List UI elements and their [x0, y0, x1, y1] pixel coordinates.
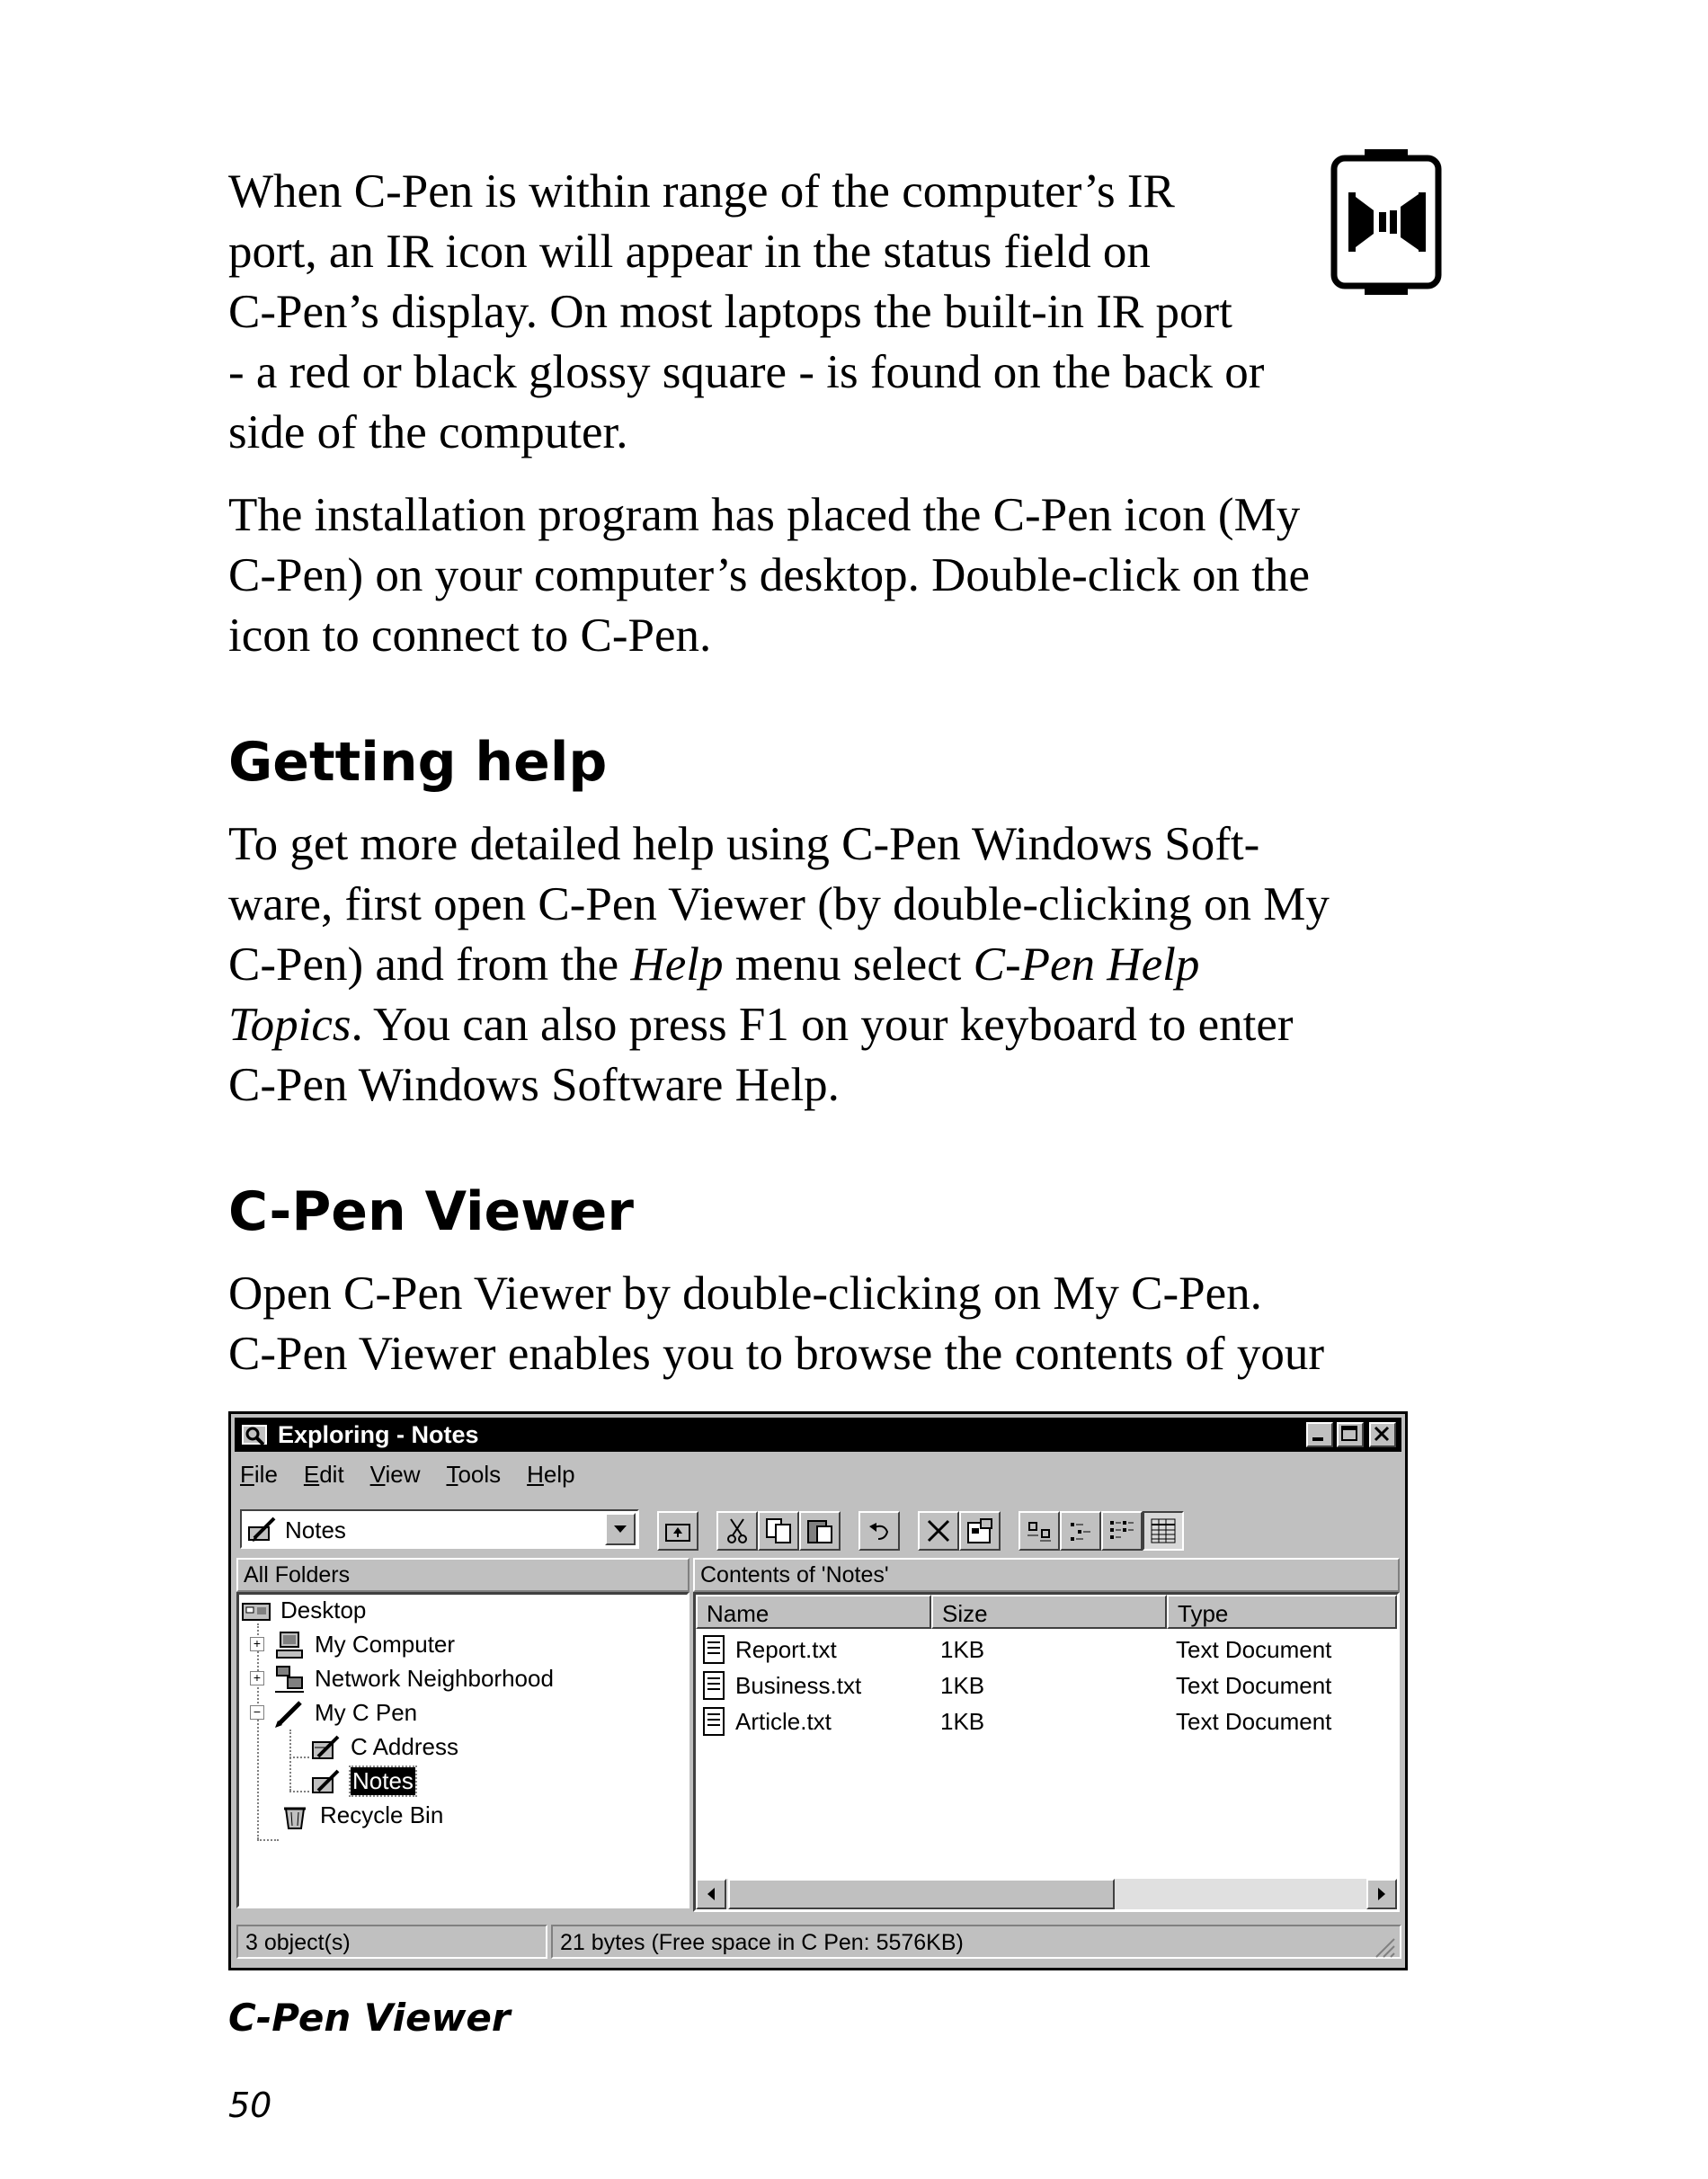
tree-connector: [289, 1730, 291, 1791]
text-line: To get more detailed help using C-Pen Windows Soft-: [228, 818, 1260, 870]
paste-icon: [805, 1516, 835, 1546]
text-line: icon to connect to C-Pen.: [228, 609, 712, 662]
file-list: [693, 1592, 1400, 1912]
folder-tree: [236, 1592, 689, 1908]
text-line: C-Pen) on your computer’s desktop. Double-click on the: [228, 549, 1311, 601]
file-name: Article.txt: [735, 1708, 832, 1735]
tree-label: C Address: [351, 1733, 458, 1760]
text-line: side of the computer.: [228, 406, 628, 458]
scroll-left-button[interactable]: [696, 1879, 726, 1909]
menu-label: elp: [543, 1461, 575, 1488]
menu-label: iew: [385, 1461, 421, 1488]
status-object-count: 3 object(s): [236, 1925, 547, 1959]
file-type: Text Document: [1176, 1672, 1332, 1699]
figure-caption: C-Pen Viewer: [228, 1996, 511, 2040]
menu-label: ools: [458, 1461, 502, 1488]
tree-label: Recycle Bin: [320, 1801, 444, 1828]
text-file-icon: [701, 1706, 726, 1737]
pen-icon: [273, 1699, 306, 1728]
up-folder-button[interactable]: [657, 1511, 698, 1551]
text-line: C-Pen’s display. On most laptops the built-in IR port: [228, 286, 1232, 338]
tree-label: Desktop: [280, 1596, 367, 1623]
collapse-minus-icon[interactable]: −: [250, 1705, 264, 1720]
status-free-space: 21 bytes (Free space in C Pen: 5576KB): [551, 1925, 1401, 1959]
delete-button[interactable]: [918, 1511, 959, 1551]
large-icons-icon: [1024, 1516, 1054, 1546]
network-icon: [273, 1665, 306, 1694]
tree-connector: [289, 1757, 309, 1758]
file-type: Text Document: [1176, 1708, 1332, 1735]
combo-dropdown-button[interactable]: [605, 1513, 636, 1545]
getting-help-paragraph: [228, 814, 1433, 1116]
text-line: When C-Pen is within range of the computer’s IR: [228, 165, 1175, 218]
menu-label: ile: [254, 1461, 278, 1488]
page-number: 50: [228, 2086, 272, 2125]
up-folder-icon: [663, 1516, 693, 1546]
column-header-size[interactable]: Size: [931, 1595, 1167, 1629]
text-line: [228, 935, 1433, 995]
minimize-icon: [1308, 1424, 1331, 1445]
explorer-window: [228, 1411, 1408, 1970]
column-header-name[interactable]: Name: [696, 1595, 931, 1629]
paste-button[interactable]: [799, 1511, 841, 1551]
tree-connector: [257, 1623, 259, 1839]
list-item[interactable]: [696, 1704, 1397, 1739]
window-title: Exploring - Notes: [278, 1421, 479, 1448]
arrow-right-icon: [1368, 1881, 1395, 1908]
menu-edit[interactable]: [304, 1461, 344, 1489]
text-file-icon: [701, 1670, 726, 1701]
small-icons-icon: [1065, 1516, 1096, 1546]
list-view-icon: [1107, 1516, 1137, 1546]
contents-header: Contents of 'Notes': [693, 1558, 1400, 1592]
address-combo[interactable]: [240, 1509, 639, 1549]
text-run: . You can also press F1 on your keyboard to enter: [351, 999, 1294, 1051]
chevron-down-icon: [607, 1515, 634, 1543]
undo-icon: [864, 1516, 894, 1546]
intro-paragraph: [228, 162, 1433, 463]
text-line: - a red or black glossy square - is found on the back or: [228, 346, 1265, 398]
file-size: 1KB: [940, 1708, 985, 1735]
menu-accelerator: T: [446, 1461, 458, 1488]
small-icons-button[interactable]: [1060, 1511, 1101, 1551]
file-size: 1KB: [940, 1636, 985, 1663]
menu-bar: [240, 1461, 595, 1493]
tree-label: My C Pen: [315, 1699, 418, 1726]
menu-accelerator: V: [369, 1461, 386, 1488]
file-size: 1KB: [940, 1672, 985, 1699]
text-file-icon: [701, 1634, 726, 1665]
desktop-icon: [241, 1596, 273, 1625]
scroll-right-button[interactable]: [1366, 1879, 1397, 1909]
text-line: The installation program has placed the C-Pen icon (My: [228, 489, 1301, 541]
resize-grip-icon[interactable]: [1371, 1934, 1396, 1959]
explorer-icon: [242, 1422, 271, 1447]
tree-connector: [289, 1791, 309, 1792]
toolbar: [235, 1504, 1401, 1558]
copy-button[interactable]: [758, 1511, 799, 1551]
text-line: C-Pen Windows Software Help.: [228, 1059, 840, 1111]
getting-help-heading: Getting help: [228, 731, 608, 794]
minimize-button[interactable]: [1306, 1422, 1333, 1447]
menu-file[interactable]: [240, 1461, 278, 1489]
column-header-type[interactable]: Type: [1167, 1595, 1397, 1629]
text-run: menu select: [723, 938, 974, 991]
details-view-icon: [1148, 1516, 1179, 1546]
computer-icon: [273, 1631, 306, 1659]
menu-tools[interactable]: [446, 1461, 501, 1489]
properties-button[interactable]: [959, 1511, 1001, 1551]
maximize-icon: [1339, 1424, 1362, 1445]
cut-button[interactable]: [716, 1511, 758, 1551]
details-view-button[interactable]: [1143, 1511, 1184, 1551]
menu-view[interactable]: [370, 1461, 421, 1489]
scissors-icon: [722, 1516, 752, 1546]
text-run: C-Pen) and from the: [228, 938, 631, 991]
tree-label: My Computer: [315, 1631, 456, 1658]
undo-button[interactable]: [858, 1511, 900, 1551]
text-line: Open C-Pen Viewer by double-clicking on My C-Pen.: [228, 1267, 1262, 1320]
pen-folder-icon: [309, 1767, 342, 1796]
install-paragraph: [228, 485, 1433, 666]
close-button[interactable]: [1369, 1422, 1396, 1447]
arrow-left-icon: [698, 1881, 725, 1908]
menu-help[interactable]: [527, 1461, 574, 1489]
menu-accelerator: F: [240, 1461, 254, 1488]
help-topics-term: Topics: [228, 999, 351, 1051]
list-item[interactable]: [696, 1668, 1397, 1703]
large-icons-button[interactable]: [1019, 1511, 1060, 1551]
horizontal-scrollbar[interactable]: [696, 1879, 1397, 1909]
address-value: Notes: [285, 1516, 346, 1543]
tree-label: Network Neighborhood: [315, 1665, 554, 1692]
scroll-thumb[interactable]: [728, 1879, 1115, 1909]
cpen-viewer-heading: C-Pen Viewer: [228, 1180, 634, 1243]
text-line: port, an IR icon will appear in the status field on: [228, 226, 1151, 278]
address-book-icon: [309, 1733, 342, 1762]
recycle-bin-icon: [279, 1801, 311, 1830]
status-bar: [235, 1921, 1401, 1962]
expand-plus-icon[interactable]: +: [250, 1671, 264, 1685]
delete-icon: [923, 1516, 954, 1546]
file-name: Report.txt: [735, 1636, 837, 1663]
list-view-button[interactable]: [1101, 1511, 1143, 1551]
file-type: Text Document: [1176, 1636, 1332, 1663]
title-bar: [235, 1418, 1401, 1452]
cpen-viewer-paragraph: [228, 1264, 1433, 1384]
text-line: C-Pen Viewer enables you to browse the contents of your: [228, 1328, 1324, 1380]
expand-plus-icon[interactable]: +: [250, 1637, 264, 1651]
menu-accelerator: H: [527, 1461, 544, 1488]
pen-folder-icon: [247, 1515, 278, 1543]
menu-label: dit: [319, 1461, 344, 1488]
help-menu-term: Help: [630, 938, 724, 991]
text-line: [228, 995, 1433, 1055]
menu-accelerator: E: [303, 1461, 320, 1488]
properties-icon: [965, 1516, 995, 1546]
help-topics-term: C-Pen Help: [973, 938, 1200, 991]
text-line: ware, first open C-Pen Viewer (by double-clicking on My: [228, 878, 1330, 930]
tree-label-selected: Notes: [352, 1767, 414, 1794]
list-item[interactable]: [696, 1632, 1397, 1667]
copy-icon: [763, 1516, 794, 1546]
maximize-button[interactable]: [1337, 1422, 1364, 1447]
all-folders-header: All Folders: [236, 1558, 689, 1592]
tree-connector: [257, 1839, 279, 1841]
close-icon: [1371, 1424, 1394, 1445]
file-name: Business.txt: [735, 1672, 862, 1699]
